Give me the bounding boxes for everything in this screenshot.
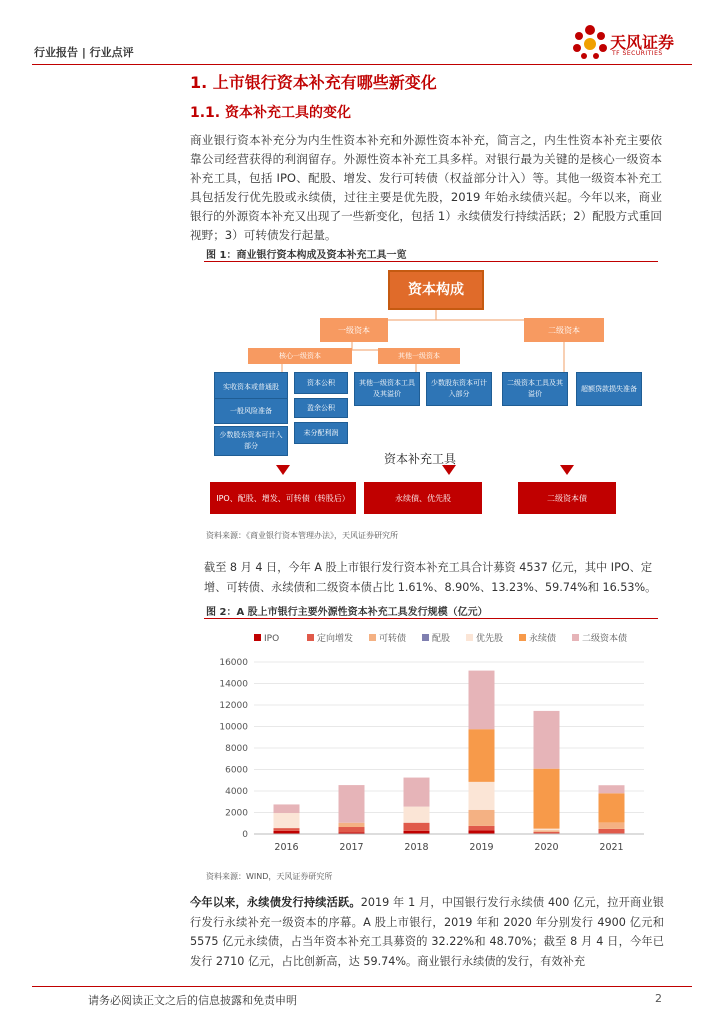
x-tick-label-4: 2020 — [534, 842, 559, 853]
core-tier1-box: 核心一级资本 — [248, 348, 352, 364]
legend-swatch-0 — [254, 634, 261, 641]
bar-2021-5 — [599, 793, 625, 822]
surplus-reserve-box: 盈余公积 — [294, 398, 348, 418]
y-tick-label-2: 4000 — [225, 787, 248, 797]
breadcrumb: 行业报告 | 行业点评 — [34, 46, 134, 59]
capital-tools-label: 资本补充工具 — [384, 452, 457, 466]
capital-structure-diagram — [204, 262, 658, 524]
legend-label-0: IPO — [264, 634, 280, 644]
legend-swatch-3 — [422, 634, 429, 641]
minority-capital-box: 少数股东资本可计入部分 — [214, 426, 288, 456]
paragraph-lead: 今年以来，永续债发行持续活跃。 — [190, 896, 361, 909]
minority-capital-tier1-box: 少数股东资本可计入部分 — [426, 372, 492, 406]
tier2-tools-box: 二级资本债 — [518, 482, 616, 514]
x-tick-label-5: 2021 — [599, 842, 624, 853]
legend-label-2: 可转债 — [379, 634, 407, 644]
bar-2019-4 — [469, 782, 495, 810]
retained-earnings-box: 未分配利润 — [294, 422, 348, 444]
tier2-capital-box: 二级资本 — [524, 318, 604, 342]
bar-2020-4 — [534, 829, 560, 831]
brand-name-en: TF SECURITIES — [612, 50, 663, 57]
general-risk-reserve-box: 一般风险准备 — [214, 398, 288, 424]
bar-2017-1 — [339, 827, 365, 832]
brand-logo-icon — [570, 22, 610, 62]
legend-swatch-2 — [369, 634, 376, 641]
other-tier1-instruments-box: 其他一级资本工具及其溢价 — [354, 372, 420, 406]
page-number: 2 — [655, 992, 662, 1005]
y-tick-label-6: 12000 — [219, 701, 248, 711]
other-tier1-box: 其他一级资本 — [378, 348, 460, 364]
bar-2020-5 — [534, 769, 560, 829]
bar-2018-6 — [404, 778, 430, 807]
core-tier1-tools-box: IPO、配股、增发、可转债（转股后） — [210, 482, 356, 514]
figure2-divider — [204, 618, 658, 619]
y-tick-label-0: 0 — [242, 830, 248, 840]
bar-2021-1 — [599, 829, 625, 833]
y-tick-label-5: 10000 — [219, 722, 248, 733]
bar-2019-5 — [469, 729, 495, 782]
legend-label-3: 配股 — [432, 634, 451, 644]
bar-2016-6 — [274, 804, 300, 813]
legend-swatch-4 — [466, 634, 473, 641]
bar-2018-4 — [404, 807, 430, 823]
tier2-instruments-box: 二级资本工具及其溢价 — [502, 372, 568, 406]
excess-loan-loss-box: 超额贷款损失准备 — [576, 372, 642, 406]
bar-2019-1 — [469, 826, 495, 830]
y-tick-label-1: 2000 — [225, 808, 248, 819]
bar-2021-6 — [599, 785, 625, 793]
disclaimer: 请务必阅读正文之后的信息披露和免责申明 — [88, 994, 297, 1007]
capital-composition-box: 资本构成 — [388, 270, 484, 310]
x-tick-label-0: 2016 — [274, 842, 299, 853]
bar-2019-6 — [469, 671, 495, 730]
tier1-capital-box: 一级资本 — [320, 318, 388, 342]
bar-2020-6 — [534, 711, 560, 769]
header-divider — [32, 64, 692, 65]
section-title: 1. 上市银行资本补充有哪些新变化 — [190, 73, 437, 92]
capital-reserve-box: 资本公积 — [294, 372, 348, 394]
y-tick-label-8: 16000 — [219, 658, 248, 668]
fundraising-paragraph: 截至 8 月 4 日，今年 A 股上市银行发行资本补充工具合计募资 4537 亿元，其中 IPO、定增、可转债、永续债和二级资本债占比 1.61%、8.90%、13.23%、59.74%和 16.53%。 — [204, 561, 657, 594]
figure2-source: 资料来源：WIND，天风证券研究所 — [206, 872, 333, 881]
y-tick-label-7: 14000 — [219, 679, 248, 690]
x-tick-label-2: 2018 — [404, 842, 429, 853]
bar-2017-2 — [339, 823, 365, 827]
brand-name: 天风证券 — [610, 33, 675, 52]
y-tick-label-4: 8000 — [225, 744, 248, 754]
bar-2021-2 — [599, 822, 625, 828]
legend-swatch-5 — [519, 634, 526, 641]
legend-label-1: 定向增发 — [317, 634, 354, 644]
x-tick-label-1: 2017 — [339, 842, 364, 853]
paragraph-body: 2019 年 1 月，中国银行发行永续债 400 亿元，拉开商业银行发行永续补充一级资本的序幕。A 股上市银行，2019 年和 2020 年分别发行 4900 亿元和 5575 亿元永续债，占当年资本补充工具募资的 32.22%和 48.70%；截至 8 月 4 日，今年已发行 2710 亿元，占比创新高，达 59.74%。商业银行永续债的发行，有效补充 — [190, 896, 664, 968]
figure2-title: 图 2：A 股上市银行主要外源性资本补充工具发行规模（亿元） — [206, 607, 488, 618]
bar-2016-4 — [274, 813, 300, 828]
tier1-tools-box: 永续债、优先股 — [364, 482, 482, 514]
subsection-title: 1.1. 资本补充工具的变化 — [190, 105, 351, 121]
legend-label-4: 优先股 — [476, 634, 504, 644]
bar-2018-1 — [404, 823, 430, 831]
figure1-title: 图 1：商业银行资本构成及资本补充工具一览 — [206, 250, 407, 261]
bar-2016-1 — [274, 828, 300, 831]
issuance-bar-chart — [204, 622, 658, 864]
bar-2019-0 — [469, 830, 495, 834]
intro-paragraph: 商业银行资本补充分为内生性资本补充和外源性资本补充，简言之，内生性资本补充主要依靠公司经营获得的利润留存。外源性资本补充工具多样。对银行最为关键的是核心一级资本补充工具，包括 IPO、配股、增发、发行可转债（权益部分计入）等。其他一级资本补充工具包括发行优先股或永续债，过往主要是优先股，2019 年始永续债兴起。今年以来，商业银行的外源资本补充又出现了一些新变化，包括 1）永续债发行持续活跃；2）配股方式重回视野；3）可转债发行起量。 — [190, 133, 662, 242]
x-tick-label-3: 2019 — [469, 842, 494, 853]
y-tick-label-3: 6000 — [225, 765, 248, 776]
bar-2019-2 — [469, 810, 495, 826]
footer-divider — [32, 986, 692, 987]
paid-in-capital-box: 实收资本或普通股 — [214, 372, 288, 402]
figure1-source: 资料来源：《商业银行资本管理办法》，天风证券研究所 — [206, 531, 398, 540]
legend-swatch-6 — [572, 634, 579, 641]
bar-2020-2 — [534, 830, 560, 832]
legend-label-5: 永续债 — [529, 634, 557, 644]
legend-label-6: 二级资本债 — [582, 634, 628, 644]
legend-swatch-1 — [307, 634, 314, 641]
perpetual-bond-paragraph — [190, 893, 664, 971]
bar-2017-6 — [339, 785, 365, 823]
